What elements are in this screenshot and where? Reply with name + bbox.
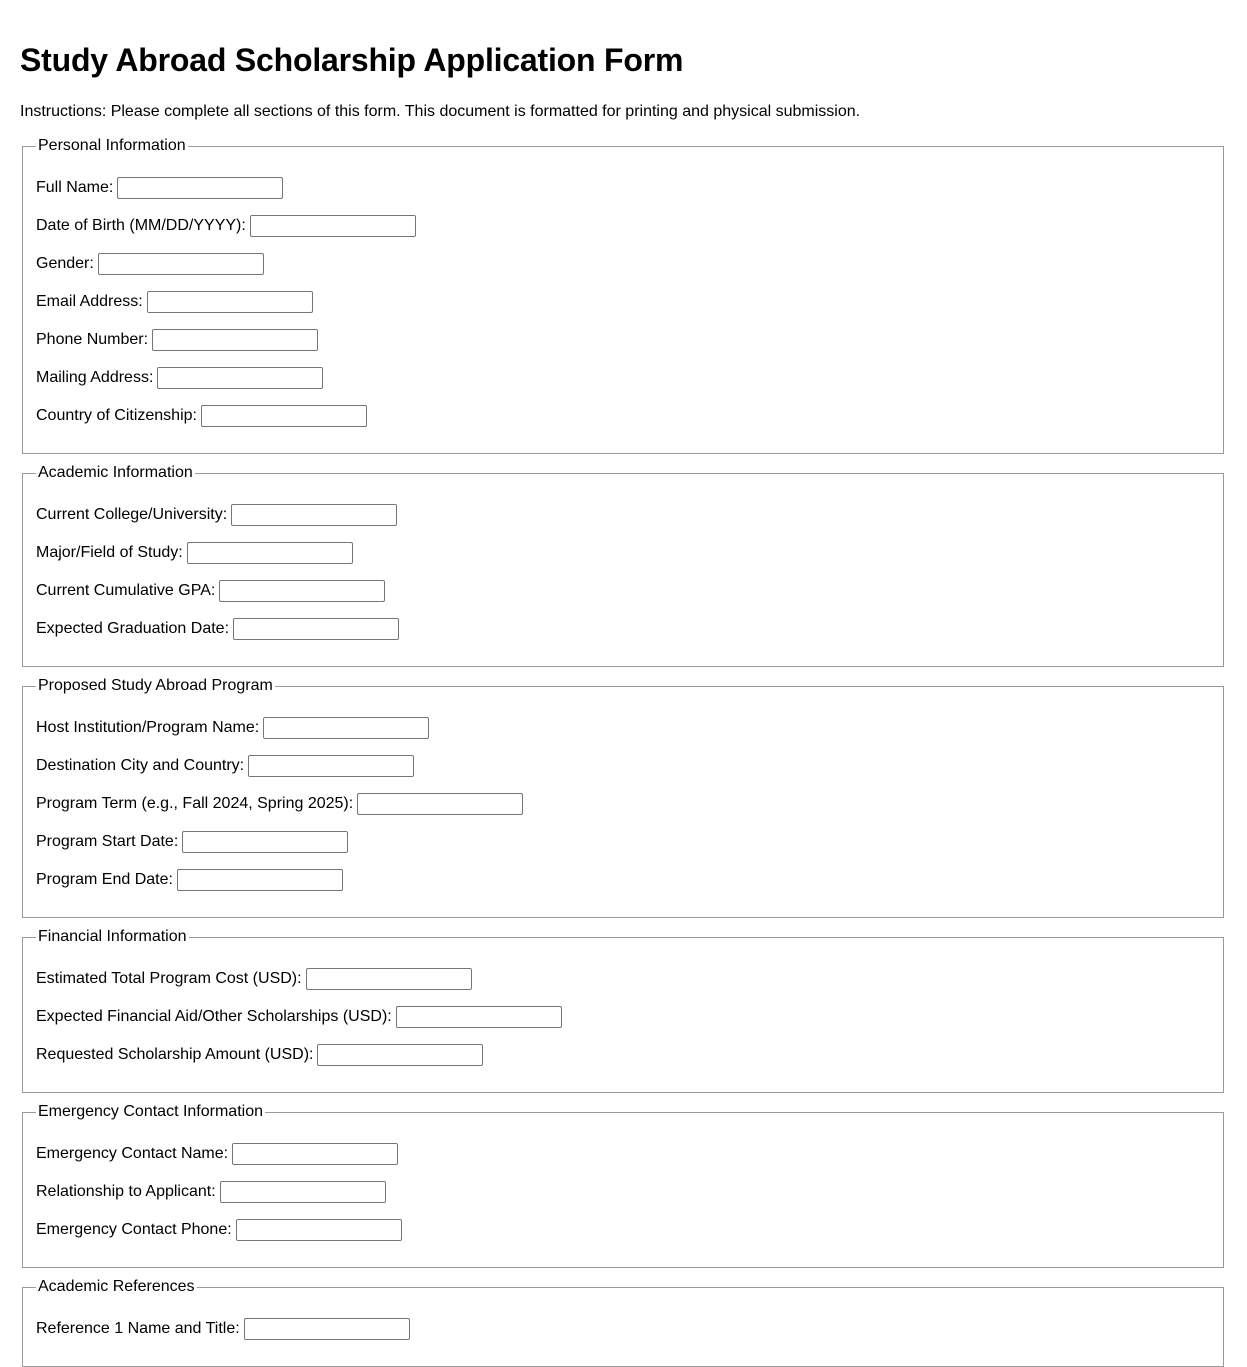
date-of-birth-label: Date of Birth (MM/DD/YYYY): <box>36 217 246 234</box>
field-row <box>36 793 1210 815</box>
email-address-label: Email Address: <box>36 293 143 310</box>
field-row <box>36 869 1210 891</box>
expected-graduation-date-label: Expected Graduation Date: <box>36 620 230 637</box>
field-row <box>36 968 1210 990</box>
section-legend: Emergency Contact Information <box>38 1103 263 1120</box>
requested-scholarship-amount-input[interactable] <box>317 1044 483 1066</box>
section-legend: Financial Information <box>38 928 187 945</box>
section-body <box>36 695 1210 917</box>
phone-number-input[interactable] <box>152 329 318 351</box>
field-row <box>36 177 1210 199</box>
section-personal-information <box>22 137 1224 454</box>
relationship-to-applicant-label: Relationship to Applicant: <box>36 1183 216 1200</box>
field-row <box>36 831 1210 853</box>
host-institution-program-name-label: Host Institution/Program Name: <box>36 719 260 736</box>
emergency-contact-name-input[interactable] <box>232 1143 398 1165</box>
field-row <box>36 542 1210 564</box>
field-row <box>36 367 1210 389</box>
mailing-address-input[interactable] <box>157 367 323 389</box>
field-row <box>36 405 1210 427</box>
destination-city-and-country-input[interactable] <box>248 755 414 777</box>
host-institution-program-name-input[interactable] <box>263 717 429 739</box>
section-legend: Academic References <box>38 1278 195 1295</box>
instructions-text: Instructions: Please complete all sections of this form. This document is formatted for printing and physical submission. <box>20 103 861 120</box>
section-academic-information <box>22 464 1224 667</box>
page-title: Study Abroad Scholarship Application Form <box>20 42 684 78</box>
section-body <box>36 946 1210 1092</box>
major-field-of-study-input[interactable] <box>187 542 353 564</box>
estimated-total-program-cost-input[interactable] <box>306 968 472 990</box>
section-financial-information <box>22 928 1224 1093</box>
expected-financial-aid-other-scholarships-label: Expected Financial Aid/Other Scholarships (USD): <box>36 1008 392 1025</box>
section-body <box>36 482 1210 666</box>
current-college-university-input[interactable] <box>231 504 397 526</box>
date-of-birth-input[interactable] <box>250 215 416 237</box>
field-row <box>36 504 1210 526</box>
gender-input[interactable] <box>98 253 264 275</box>
field-row <box>36 329 1210 351</box>
email-address-input[interactable] <box>147 291 313 313</box>
gender-label: Gender: <box>36 255 94 272</box>
section-body <box>36 1296 1210 1366</box>
field-row <box>36 618 1210 640</box>
mailing-address-label: Mailing Address: <box>36 369 154 386</box>
reference-1-name-and-title-input[interactable] <box>244 1318 410 1340</box>
estimated-total-program-cost-label: Estimated Total Program Cost (USD): <box>36 970 302 987</box>
field-row <box>36 1044 1210 1066</box>
phone-number-label: Phone Number: <box>36 331 149 348</box>
field-row <box>36 1143 1210 1165</box>
section-legend: Proposed Study Abroad Program <box>38 677 273 694</box>
section-proposed-study-abroad-program <box>22 677 1224 918</box>
current-cumulative-gpa-label: Current Cumulative GPA: <box>36 582 216 599</box>
current-cumulative-gpa-input[interactable] <box>219 580 385 602</box>
form-sections <box>20 137 1227 1367</box>
program-end-date-input[interactable] <box>177 869 343 891</box>
requested-scholarship-amount-label: Requested Scholarship Amount (USD): <box>36 1046 314 1063</box>
expected-financial-aid-other-scholarships-input[interactable] <box>396 1006 562 1028</box>
section-body <box>36 1121 1210 1267</box>
program-term-input[interactable] <box>357 793 523 815</box>
field-row <box>36 717 1210 739</box>
field-row <box>36 291 1210 313</box>
major-field-of-study-label: Major/Field of Study: <box>36 544 183 561</box>
current-college-university-label: Current College/University: <box>36 506 228 523</box>
destination-city-and-country-label: Destination City and Country: <box>36 757 245 774</box>
expected-graduation-date-input[interactable] <box>233 618 399 640</box>
field-row <box>36 755 1210 777</box>
program-term-label: Program Term (e.g., Fall 2024, Spring 2025): <box>36 795 354 812</box>
country-of-citizenship-label: Country of Citizenship: <box>36 407 197 424</box>
field-row <box>36 1181 1210 1203</box>
emergency-contact-phone-input[interactable] <box>236 1219 402 1241</box>
emergency-contact-phone-label: Emergency Contact Phone: <box>36 1221 232 1238</box>
field-row <box>36 253 1210 275</box>
section-body <box>36 155 1210 453</box>
section-legend: Academic Information <box>38 464 193 481</box>
reference-1-name-and-title-label: Reference 1 Name and Title: <box>36 1320 240 1337</box>
full-name-label: Full Name: <box>36 179 114 196</box>
program-start-date-input[interactable] <box>182 831 348 853</box>
full-name-input[interactable] <box>117 177 283 199</box>
field-row <box>36 580 1210 602</box>
section-legend: Personal Information <box>38 137 186 154</box>
field-row <box>36 215 1210 237</box>
relationship-to-applicant-input[interactable] <box>220 1181 386 1203</box>
program-start-date-label: Program Start Date: <box>36 833 179 850</box>
program-end-date-label: Program End Date: <box>36 871 173 888</box>
emergency-contact-name-label: Emergency Contact Name: <box>36 1145 229 1162</box>
section-emergency-contact-information <box>22 1103 1224 1268</box>
field-row <box>36 1006 1210 1028</box>
section-academic-references <box>22 1278 1224 1367</box>
field-row <box>36 1219 1210 1241</box>
country-of-citizenship-input[interactable] <box>201 405 367 427</box>
field-row <box>36 1318 1210 1340</box>
